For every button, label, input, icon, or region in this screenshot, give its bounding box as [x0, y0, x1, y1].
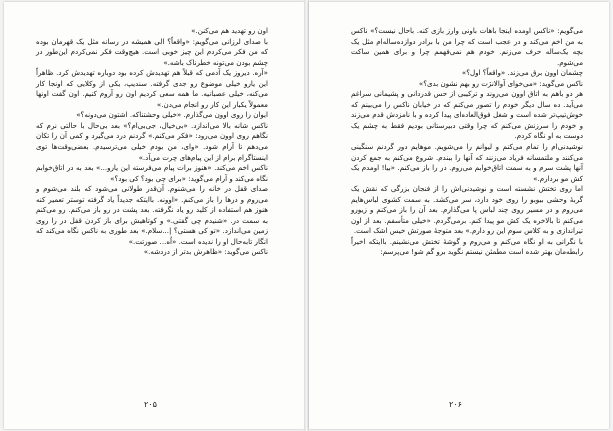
paragraph: اون رو تهدید هم می‌کنن.» [191, 26, 268, 35]
right-page [309, 2, 609, 429]
paragraph: نوشیدنی‌ام را تمام می‌کنم و لیوانم را می‌شویم. موهایم دور گردنم سنگینی می‌کنند و ملتمسانه فریاد می‌زنند که آنها را ببندم. شروع می‌کنم به جمع کردن آنها پشت سرم و به سمت اتاق‌خوابم می‌روم. در را باز می‌کنم. «بیا! اومدم یک کش مو بردارم.» [351, 142, 583, 183]
paragraph: اما روی تختش نشسته است و نوشیدنی‌اش را از فنجان بزرگی که نقش یک گربهٔ وحشی بیوبو را روی خود دارد، سر می‌کشد. به سمت کشوی لباس‌هایم می‌روم و در مسیر روی چند لباس پا می‌گذارم. بعد آن را باز می‌کنم و زیورو می‌کنم تا بالاخره یک کش مو پیدا کنم. برمی‌گردم. «خیلی متأسفم. بعد از اون تیراندازی و به کلاس سوم این رو دارم.» بعد متوجهٔ صورتش خیس اشک است. [351, 184, 583, 236]
paragraph: با صدای لرزانی می‌گویم: «واقعاً؟ الی همیشه در رسانه مثل یک قهرمان بوده که من فکر می‌کردم این چیز خوبی است. هیچ‌وقت فکر نمی‌کردم این‌طور در چشم بودن می‌تونه خطرناک باشه.» [36, 36, 268, 67]
paragraph: می‌گویم: «ناکس اومده اینجا باهات باونی وارز بازی کنه. باحال نیست؟» ناکس به من اخم می‌کند و در عجب است که چرا من با برادر دوازده‌ساله‌ام مثل یک بچه یک‌ساله حرف می‌زنم. خودم هم نمی‌فهمم چرا و برای همین ساکت می‌شوم. [351, 26, 583, 67]
left-page [4, 2, 304, 429]
paragraph: ناکس می‌گوید: «ظاهرش بدتر از دردشه.» [143, 247, 268, 257]
paragraph: «آره. دیروز یک آدمی که قبلاً هم تهدیدش کرده بود دوباره تهدیدش کرد. ظاهراً این یارو خیلی موضوع رو جدی گرفته. سندیپ، یکی از وکلایی که اونجا کار می‌کنه، خیلی عصبانیه. ما همه سعی کردیم اون رو آروم کنیم. اون گفت اونها معمولاً یکبار این کار رو انجام می‌دن.» [36, 68, 268, 109]
left-page-number: ۲۰۵ [144, 400, 157, 409]
paragraph: هر دو باهم به اتاق اوون می‌روند و ترکیبی از حس قدردانی و پشیمانی سراغم می‌آید. ده سال دیگر خودم را تصور می‌کنم که در خیابان ناکس را می‌بینم که خوش‌تیپ‌تر شده است و شغل فوق‌العاده‌ای پیدا کرده و با نامزدش قدم می‌زند و خودم را سرزنش می‌کنم که چرا وقتی دبیرستانی بودیم فقط به چشم یک دوست به او نگاه کردم. [351, 89, 583, 141]
right-page-text [351, 26, 583, 258]
left-page-text [36, 26, 268, 258]
paragraph: ناکس می‌گوید: «می‌خوای آوالانژت رو بهم نشون بدی؟» [418, 78, 583, 88]
paragraph: صدای قفل در خانه را می‌شنوم. آن‌قدر طولانی می‌شود که بلند می‌شوم و می‌روم و درها را باز می‌کنم. «اوونه. باایتکه جدیداً یاد گرفته توستر تعمیر کنه هنوز هم استفاده از کلید رو یاد نگرفته. بعد پشت در رو باز می‌کنم. رو می‌کنم به سمت در. «شنیدم چی گفتی.» و کوتاهیش برای باز کردن قفل در را روی زمین می‌اندازد. «تو کی هستی؟ |...سلام.» بعد طوری به ناکس نگاه می‌کند که انگار تا‌به‌حال او را ندیده است. «اُه... صورتت.» [36, 184, 268, 246]
right-page-number: ۲۰۶ [449, 400, 462, 409]
paragraph: چشمان اوون برق می‌زند. «واقعاً؟ اول؟» [461, 68, 583, 78]
paragraph: ناکس شانه بالا می‌اندازد. «بی‌خیال، جی‌بی‌ام؟» بعد بی‌حال با حالتی نرم که نگاهم روی اوون می‌رود: «فکر می‌کنم.» گردنم درد می‌گیرد و کمی آن را تکان می‌دهم تا آرام شود. «وای، من بودم خیلی می‌ترسیدم. بعضی‌وقت‌ها توی اینستاگرام برام از این پیام‌های چرت می‌آد.» [36, 120, 268, 162]
paragraph: ناکس اخم می‌کند. «هنوز برات پیام می‌فرسته این یارو...» بعد به در اتاق‌خوابم نگاه می‌کند و آرام می‌گوید: «برای چی بود؟ کی بود؟» [36, 163, 268, 183]
paragraph: ایوان را روی اوون می‌گذارم. «خیلی وحشتناکه. اشتون می‌دونه؟» [76, 110, 268, 120]
paragraph: با نگرانی به او نگاه می‌کنم و می‌روم و گوشهٔ تختش می‌نشینم. باایتکه اخیراً رابطه‌مان بهتر شده است مطمئن نیستم نگوید برو گم شو! می‌پرسم: [351, 236, 583, 257]
